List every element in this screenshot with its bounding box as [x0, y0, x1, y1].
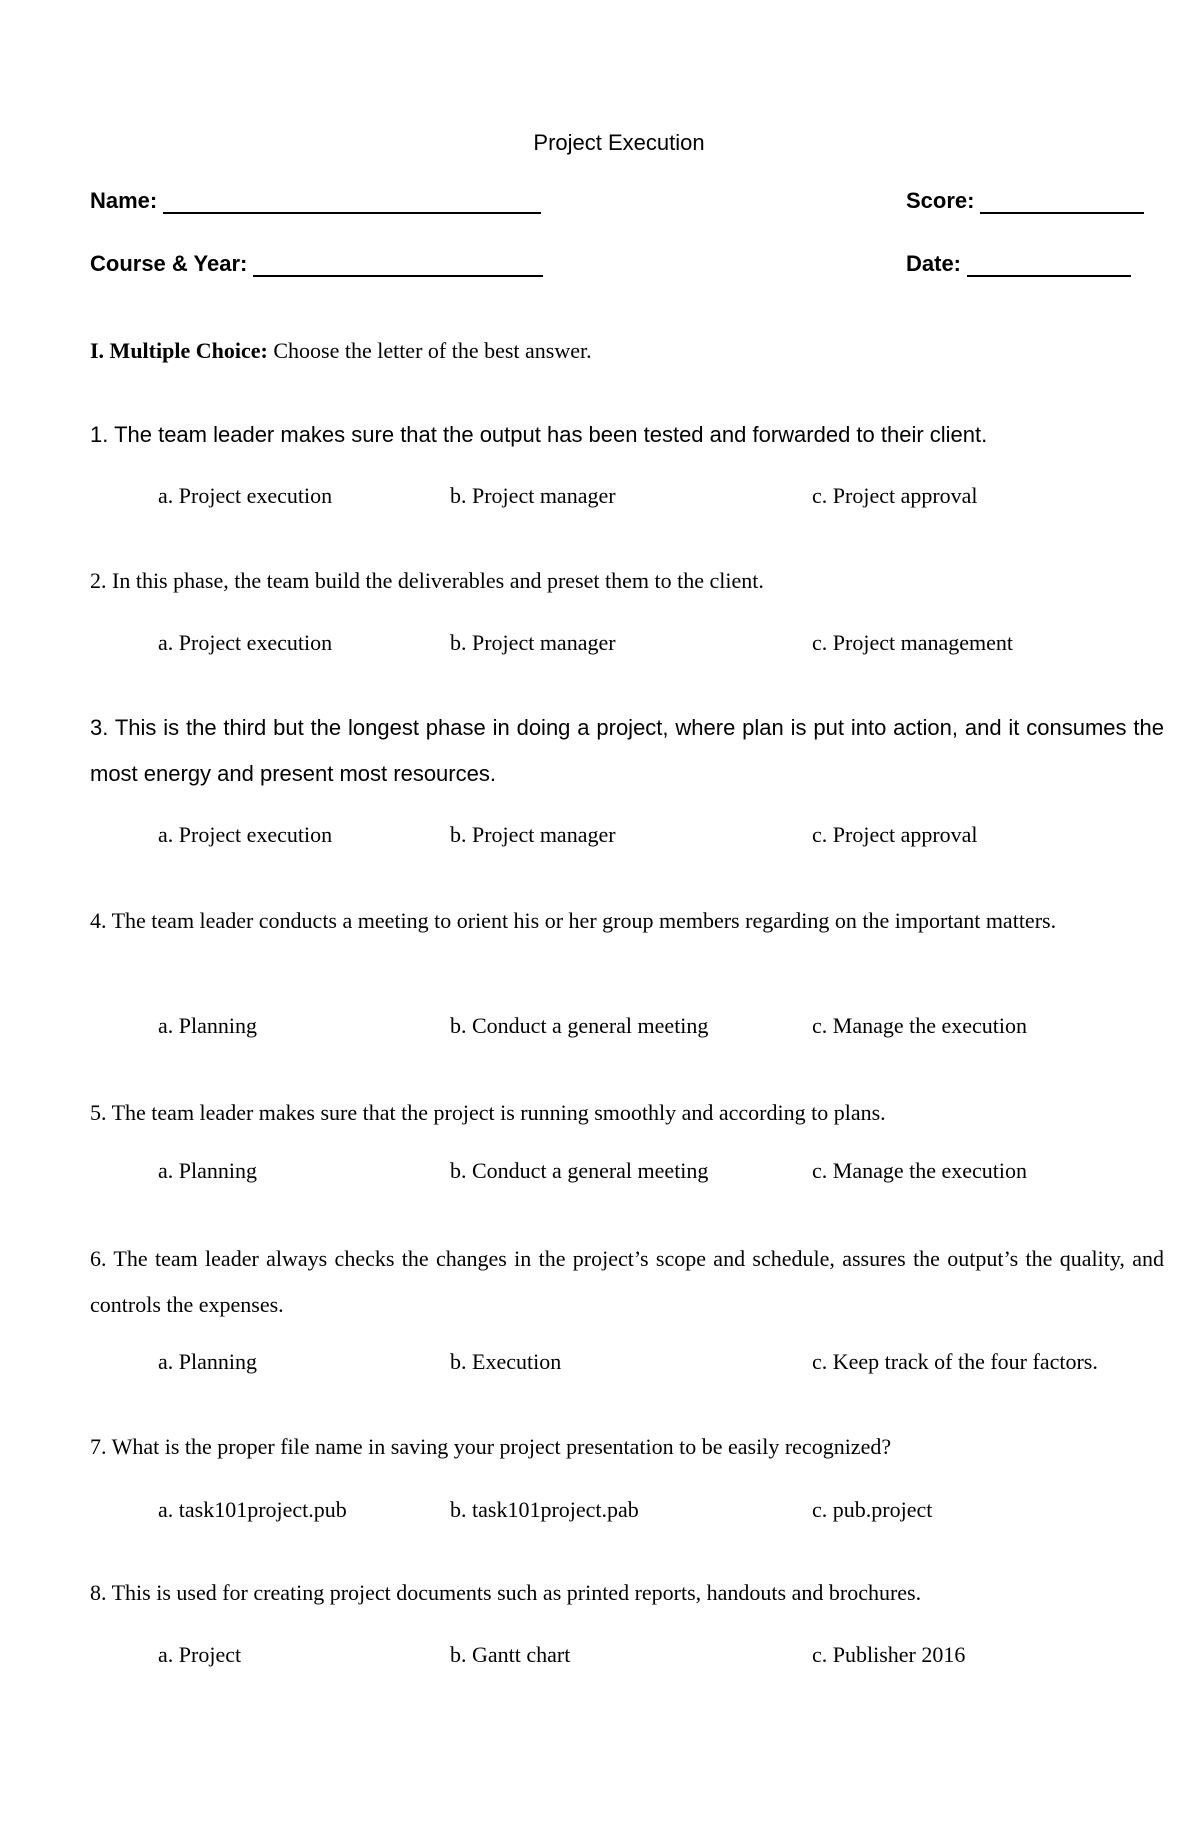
date-blank-line[interactable] — [967, 255, 1131, 277]
question-8-option-a[interactable]: a. Project — [158, 1642, 242, 1667]
question-1-option-c[interactable]: c. Project approval — [812, 483, 978, 508]
question-6-options — [0, 1349, 1200, 1379]
question-4-text: 4. The team leader conducts a meeting to orient his or her group members regarding on the important matters. — [90, 908, 1057, 933]
question-8-text: 8. This is used for creating project documents such as printed reports, handouts and brochures. — [90, 1580, 922, 1605]
score-field — [906, 188, 1144, 214]
question-3-option-a[interactable]: a. Project execution — [158, 822, 333, 847]
question-6-text: 6. The team leader always checks the changes in the project’s scope and schedule, assures the output’s the quality, and controls the expenses. — [90, 1246, 1164, 1317]
question-8-option-b[interactable]: b. Gantt chart — [450, 1642, 571, 1667]
name-label: Name: — [90, 188, 158, 213]
question-2-text: 2. In this phase, the team build the deliverables and preset them to the client. — [90, 568, 764, 593]
question-2-option-a[interactable]: a. Project execution — [158, 630, 333, 655]
question-5-text: 5. The team leader makes sure that the project is running smoothly and according to plans. — [90, 1100, 886, 1125]
date-field — [906, 251, 1131, 277]
question-2-option-c[interactable]: c. Project management — [812, 630, 1013, 655]
question-5-option-b[interactable]: b. Conduct a general meeting — [450, 1158, 709, 1183]
course-year-label: Course & Year: — [90, 251, 248, 276]
date-label: Date: — [906, 251, 962, 276]
question-7-text: 7. What is the proper file name in saving your project presentation to be easily recognized? — [90, 1434, 892, 1459]
question-6-option-b[interactable]: b. Execution — [450, 1349, 562, 1374]
score-blank-line[interactable] — [980, 192, 1144, 214]
question-1-text: 1. The team leader makes sure that the output has been tested and forwarded to their client. — [90, 422, 988, 447]
question-1-option-a[interactable]: a. Project execution — [158, 483, 333, 508]
question-3-text: 3. This is the third but the longest phase in doing a project, where plan is put into action, and it consumes the most energy and present most resources. — [90, 715, 1164, 786]
instruction-text: Choose the letter of the best answer. — [267, 338, 592, 363]
question-4-option-b[interactable]: b. Conduct a general meeting — [450, 1013, 709, 1038]
question-8-options — [0, 1642, 1200, 1672]
page-title: Project Execution — [533, 130, 705, 155]
question-3-option-b[interactable]: b. Project manager — [450, 822, 616, 847]
question-2-option-b[interactable]: b. Project manager — [450, 630, 616, 655]
course-year-blank-line[interactable] — [253, 255, 543, 277]
course-year-field — [90, 251, 543, 277]
question-1-option-b[interactable]: b. Project manager — [450, 483, 616, 508]
question-7-option-a[interactable]: a. task101project.pub — [158, 1497, 347, 1522]
question-7-option-c[interactable]: c. pub.project — [812, 1497, 933, 1522]
instruction-heading: I. Multiple Choice: — [90, 338, 268, 363]
question-5-options — [0, 1158, 1200, 1188]
question-7-options — [0, 1497, 1200, 1527]
question-4-options — [0, 1013, 1200, 1043]
question-2-options — [0, 630, 1200, 660]
question-6-option-c[interactable]: c. Keep track of the four factors. — [812, 1349, 1098, 1374]
question-4-option-a[interactable]: a. Planning — [158, 1013, 257, 1038]
instructions — [90, 338, 592, 364]
name-field — [90, 188, 541, 214]
question-8-option-c[interactable]: c. Publisher 2016 — [812, 1642, 966, 1667]
question-1-options — [0, 483, 1200, 513]
question-4-option-c[interactable]: c. Manage the execution — [812, 1013, 1028, 1038]
question-3-option-c[interactable]: c. Project approval — [812, 822, 978, 847]
score-label: Score: — [906, 188, 975, 213]
question-7-option-b[interactable]: b. task101project.pab — [450, 1497, 639, 1522]
question-5-option-c[interactable]: c. Manage the execution — [812, 1158, 1028, 1183]
name-blank-line[interactable] — [163, 192, 541, 214]
question-5-option-a[interactable]: a. Planning — [158, 1158, 257, 1183]
question-6-option-a[interactable]: a. Planning — [158, 1349, 257, 1374]
question-3-options — [0, 822, 1200, 852]
